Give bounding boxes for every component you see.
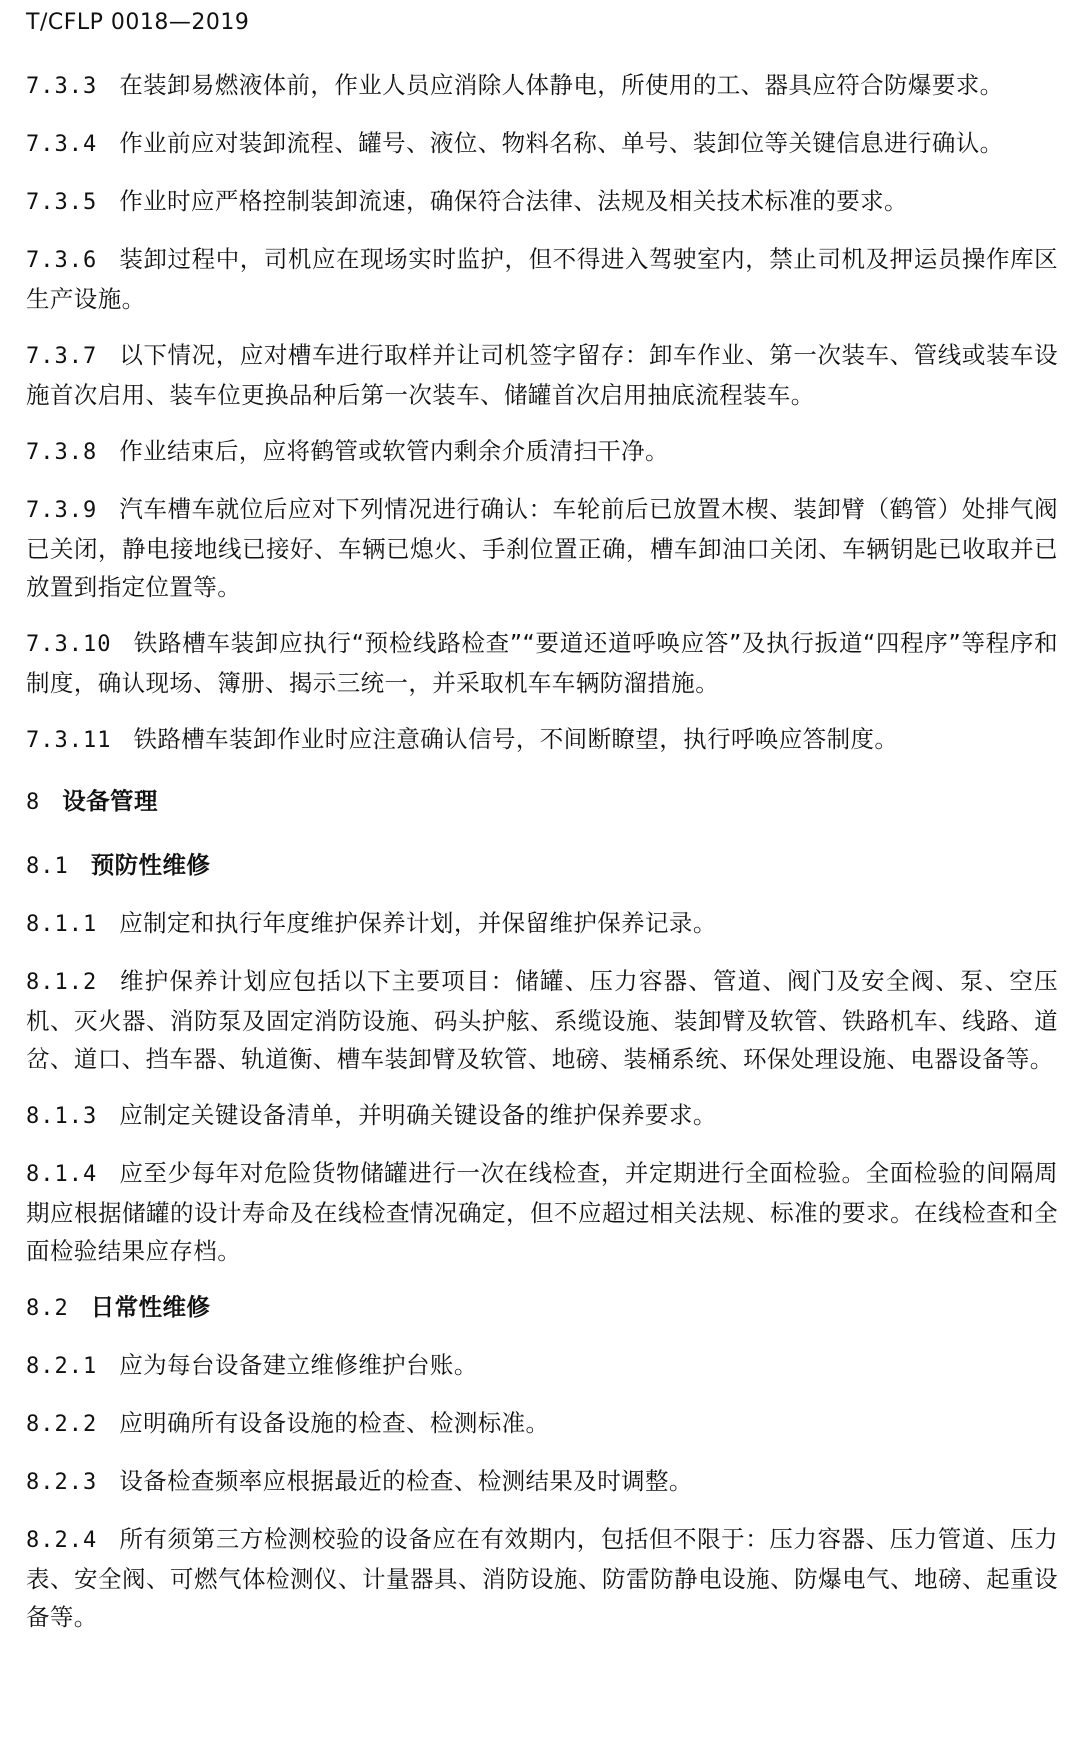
clause-7-3-4 — [26, 124, 1058, 164]
clause-number: 7.3.4 — [26, 132, 98, 157]
clause-8-1-2 — [26, 962, 1058, 1078]
subsection-title: 日常性维修 — [90, 1293, 211, 1321]
clause-text: 以下情况，应对槽车进行取样并让司机签字留存：卸车作业、第一次装车、管线或装车设施首次启用、装车位更换品种后第一次装车、储罐首次启用抽底流程装车。 — [26, 341, 1058, 409]
clause-number: 7.3.10 — [26, 632, 112, 657]
clause-text: 在装卸易燃液体前，作业人员应消除人体静电，所使用的工、器具应符合防爆要求。 — [119, 71, 1004, 99]
clause-8-2-1 — [26, 1346, 1058, 1386]
clause-number: 8.2.2 — [26, 1412, 98, 1437]
section-number: 8 — [26, 790, 41, 815]
clause-number: 7.3.11 — [26, 728, 112, 753]
subsection-title: 预防性维修 — [90, 851, 211, 879]
clause-8-1-1 — [26, 904, 1058, 944]
subsection-heading-8-2 — [26, 1288, 1058, 1328]
clause-text: 应为每台设备建立维修维护台账。 — [119, 1351, 478, 1379]
clause-8-1-4 — [26, 1154, 1058, 1270]
clause-text: 应明确所有设备设施的检查、检测标准。 — [119, 1409, 550, 1437]
clause-text: 作业结束后，应将鹤管或软管内剩余介质清扫干净。 — [119, 437, 669, 465]
subsection-number: 8.2 — [26, 1296, 69, 1321]
clause-text: 铁路槽车装卸作业时应注意确认信号，不间断瞭望，执行呼唤应答制度。 — [133, 725, 899, 753]
clause-text: 应制定关键设备清单，并明确关键设备的维护保养要求。 — [119, 1101, 717, 1129]
clause-text: 作业时应严格控制装卸流速，确保符合法律、法规及相关技术标准的要求。 — [119, 187, 908, 215]
clause-text: 所有须第三方检测校验的设备应在有效期内，包括但不限于：压力容器、压力管道、压力表、安全阀、可燃气体检测仪、计量器具、消防设施、防雷防静电设施、防爆电气、地磅、起重设备等。 — [26, 1525, 1058, 1631]
clause-text: 维护保养计划应包括以下主要项目：储罐、压力容器、管道、阀门及安全阀、泵、空压机、灭火器、消防泵及固定消防设施、码头护舷、系缆设施、装卸臂及软管、铁路机车、线路、道岔、道口、挡车器、轨道衡、槽车装卸臂及软管、地磅、装桶系统、环保处理设施、电器设备等。 — [26, 967, 1058, 1073]
clause-number: 7.3.8 — [26, 440, 98, 465]
clause-7-3-3 — [26, 66, 1058, 106]
clause-number: 8.1.1 — [26, 912, 98, 937]
clause-number: 7.3.3 — [26, 74, 98, 99]
clause-8-2-2 — [26, 1404, 1058, 1444]
clause-number: 7.3.9 — [26, 498, 98, 523]
clause-7-3-10 — [26, 624, 1058, 702]
clause-7-3-5 — [26, 182, 1058, 222]
clause-7-3-9 — [26, 490, 1058, 606]
clause-8-1-3 — [26, 1096, 1058, 1136]
clause-text: 作业前应对装卸流程、罐号、液位、物料名称、单号、装卸位等关键信息进行确认。 — [119, 129, 1004, 157]
clause-number: 8.2.3 — [26, 1470, 98, 1495]
section-heading-8 — [26, 782, 1058, 822]
clause-number: 7.3.5 — [26, 190, 98, 215]
clause-8-2-3 — [26, 1462, 1058, 1502]
clause-number: 8.2.1 — [26, 1354, 98, 1379]
subsection-number: 8.1 — [26, 854, 69, 879]
clause-8-2-4 — [26, 1520, 1058, 1636]
clause-number: 8.2.4 — [26, 1528, 98, 1553]
clause-text: 铁路槽车装卸应执行“预检线路检查”“要道还道呼唤应答”及执行扳道“四程序”等程序和制度，确认现场、簿册、揭示三统一，并采取机车车辆防溜措施。 — [26, 629, 1058, 697]
clause-text: 应制定和执行年度维护保养计划，并保留维护保养记录。 — [119, 909, 717, 937]
clause-7-3-11 — [26, 720, 1058, 760]
clause-7-3-7 — [26, 336, 1058, 414]
clause-number: 8.1.4 — [26, 1162, 98, 1187]
clause-text: 装卸过程中，司机应在现场实时监护，但不得进入驾驶室内，禁止司机及押运员操作库区生产设施。 — [26, 245, 1058, 313]
section-title: 设备管理 — [62, 787, 158, 815]
standard-code: T/CFLP 0018—2019 — [26, 10, 250, 35]
clause-7-3-8 — [26, 432, 1058, 472]
clause-number: 7.3.7 — [26, 344, 98, 369]
clause-text: 汽车槽车就位后应对下列情况进行确认：车轮前后已放置木楔、装卸臂（鹤管）处排气阀已关闭，静电接地线已接好、车辆已熄火、手刹位置正确，槽车卸油口关闭、车辆钥匙已收取并已放置到指定位置等。 — [26, 495, 1058, 601]
clause-number: 7.3.6 — [26, 248, 98, 273]
clause-7-3-6 — [26, 240, 1058, 318]
subsection-heading-8-1 — [26, 846, 1058, 886]
clause-number: 8.1.3 — [26, 1104, 98, 1129]
clause-text: 应至少每年对危险货物储罐进行一次在线检查，并定期进行全面检验。全面检验的间隔周期应根据储罐的设计寿命及在线检查情况确定，但不应超过相关法规、标准的要求。在线检查和全面检验结果应存档。 — [26, 1159, 1058, 1265]
clause-number: 8.1.2 — [26, 970, 98, 995]
document-body — [26, 66, 1058, 1654]
clause-text: 设备检查频率应根据最近的检查、检测结果及时调整。 — [119, 1467, 693, 1495]
